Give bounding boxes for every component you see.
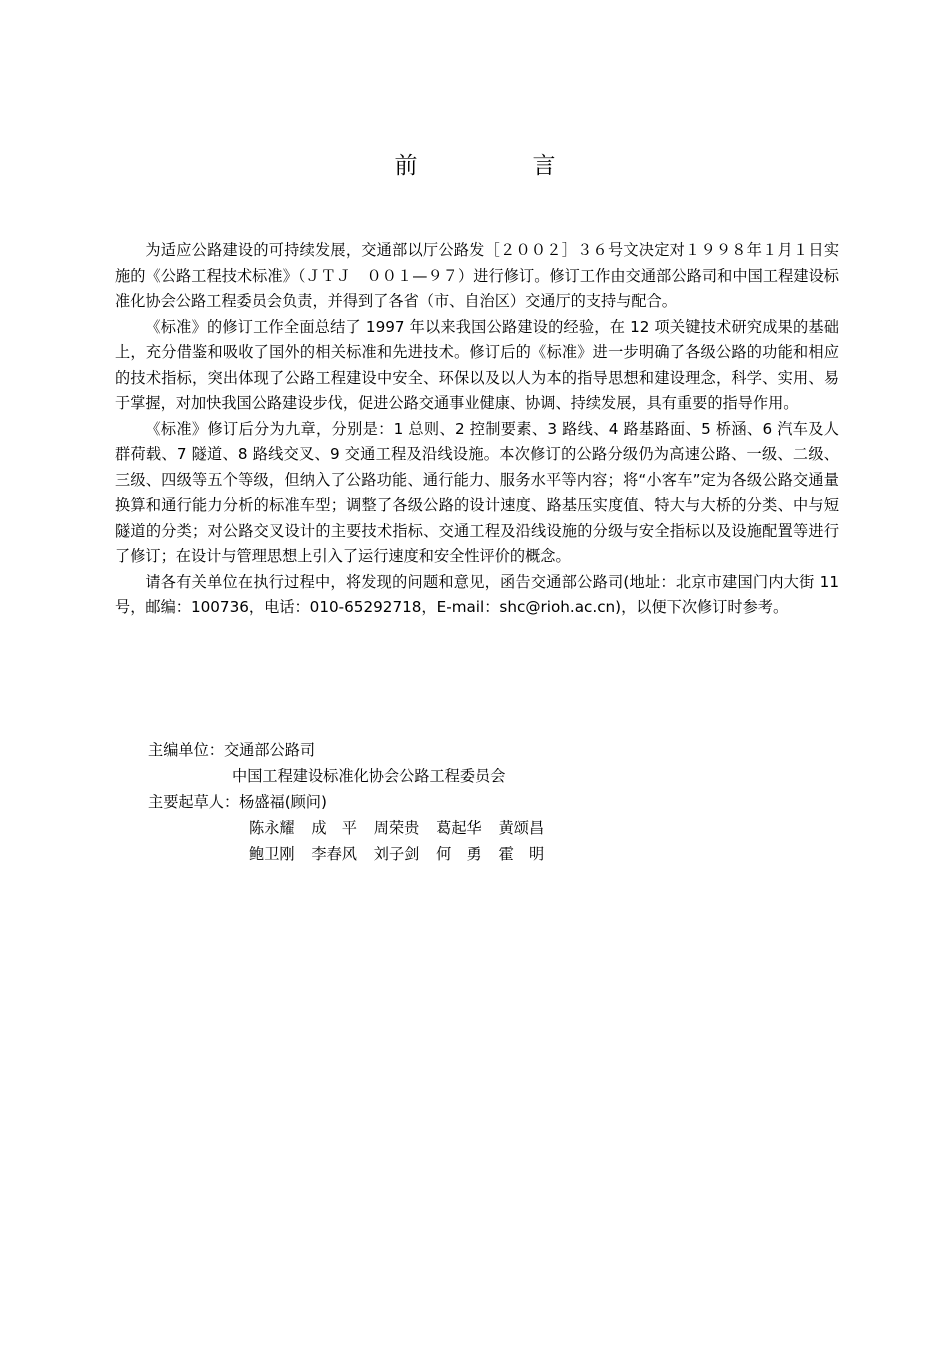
drafter-name: 周荣贵 — [373, 819, 420, 837]
drafter-name: 陈永耀 — [249, 819, 295, 837]
paragraph-revision-summary: 《标准》的修订工作全面总结了 1997 年以来我国公路建设的经验，在 12 项关键技术研究成果的基础上，充分借鉴和吸收了国外的相关标准和先进技术。修订后的《标准》进一步明确了各级公路的功能和相应的技术指标，突出体现了公路工程建设中安全、环保以及以人为本的指导思想和建设理念，科学、实用、易于掌握，对加快我国公路建设步伐，促进公路交通事业健康、协调、持续发展，具有重要的指导作用。 — [115, 317, 839, 412]
chief-editor-row-2 — [148, 763, 556, 789]
drafter-name: 鲍卫刚 — [249, 845, 295, 863]
drafter-name: 何 勇 — [436, 845, 482, 863]
drafter-name: 黄颂昌 — [498, 819, 545, 837]
paragraph-chapter-structure: 《标准》修订后分为九章，分别是：1 总则、2 控制要素、3 路线、4 路基路面、5 桥涵、6 汽车及人群荷载、7 隧道、8 路线交叉、9 交通工程及沿线设施。本次修订的公路分级仍为高速公路、一级、二级、三级、四级等五个等级，但纳入了公路功能、通行能力、服务水平等内容；将“小客车”定为各级公路交通量换算和通行能力分析的标准车型；调整了各级公路的设计速度、路基压实度值、特大与大桥的分类、中与短隧道的分类；对公路交叉设计的主要技术指标、交通工程及沿线设施的分级与安全指标以及设施配置等进行了修订；在设计与管理思想上引入了运行速度和安全性评价的概念。 — [115, 419, 839, 565]
drafter-lead: 杨盛福(顾问) — [239, 793, 327, 811]
drafter-name: 葛起华 — [436, 819, 482, 837]
preface-body — [115, 238, 839, 621]
chief-editor-unit-2: 中国工程建设标准化协会公路工程委员会 — [232, 767, 506, 785]
drafter-name: 霍 明 — [498, 845, 545, 863]
paragraph-feedback-contact: 请各有关单位在执行过程中，将发现的问题和意见，函告交通部公路司(地址：北京市建国门内大街 11 号，邮编：100736，电话：010-65292718，E-mail：shc@rioh.ac.cn)，以便下次修订时参考。 — [115, 572, 839, 616]
chief-editor-unit-1: 交通部公路司 — [223, 741, 316, 759]
paragraph-revision-background: 为适应公路建设的可持续发展，交通部以厅公路发［２００２］３６号文决定对１９９８年１月１日实施的《公路工程技术标准》（ＪＴＪ ００１—９７）进行修订。修订工作由交通部公路司和中国工程建设标准化协会公路工程委员会负责，并得到了各省（市、自治区）交通厅的支持与配合。 — [115, 241, 839, 310]
drafter-name: 成 平 — [311, 819, 357, 837]
credits-block — [148, 737, 556, 867]
drafter-name: 刘子剑 — [373, 845, 420, 863]
chief-editor-label: 主编单位： — [148, 741, 224, 759]
page-title: 前 言 — [394, 153, 602, 179]
drafters-row — [148, 789, 556, 815]
drafters-list-row-1 — [148, 815, 556, 841]
drafter-name: 李春风 — [311, 845, 357, 863]
chief-editor-row — [148, 737, 556, 763]
drafters-label: 主要起草人： — [148, 793, 240, 811]
drafters-list-row-2 — [148, 841, 556, 867]
